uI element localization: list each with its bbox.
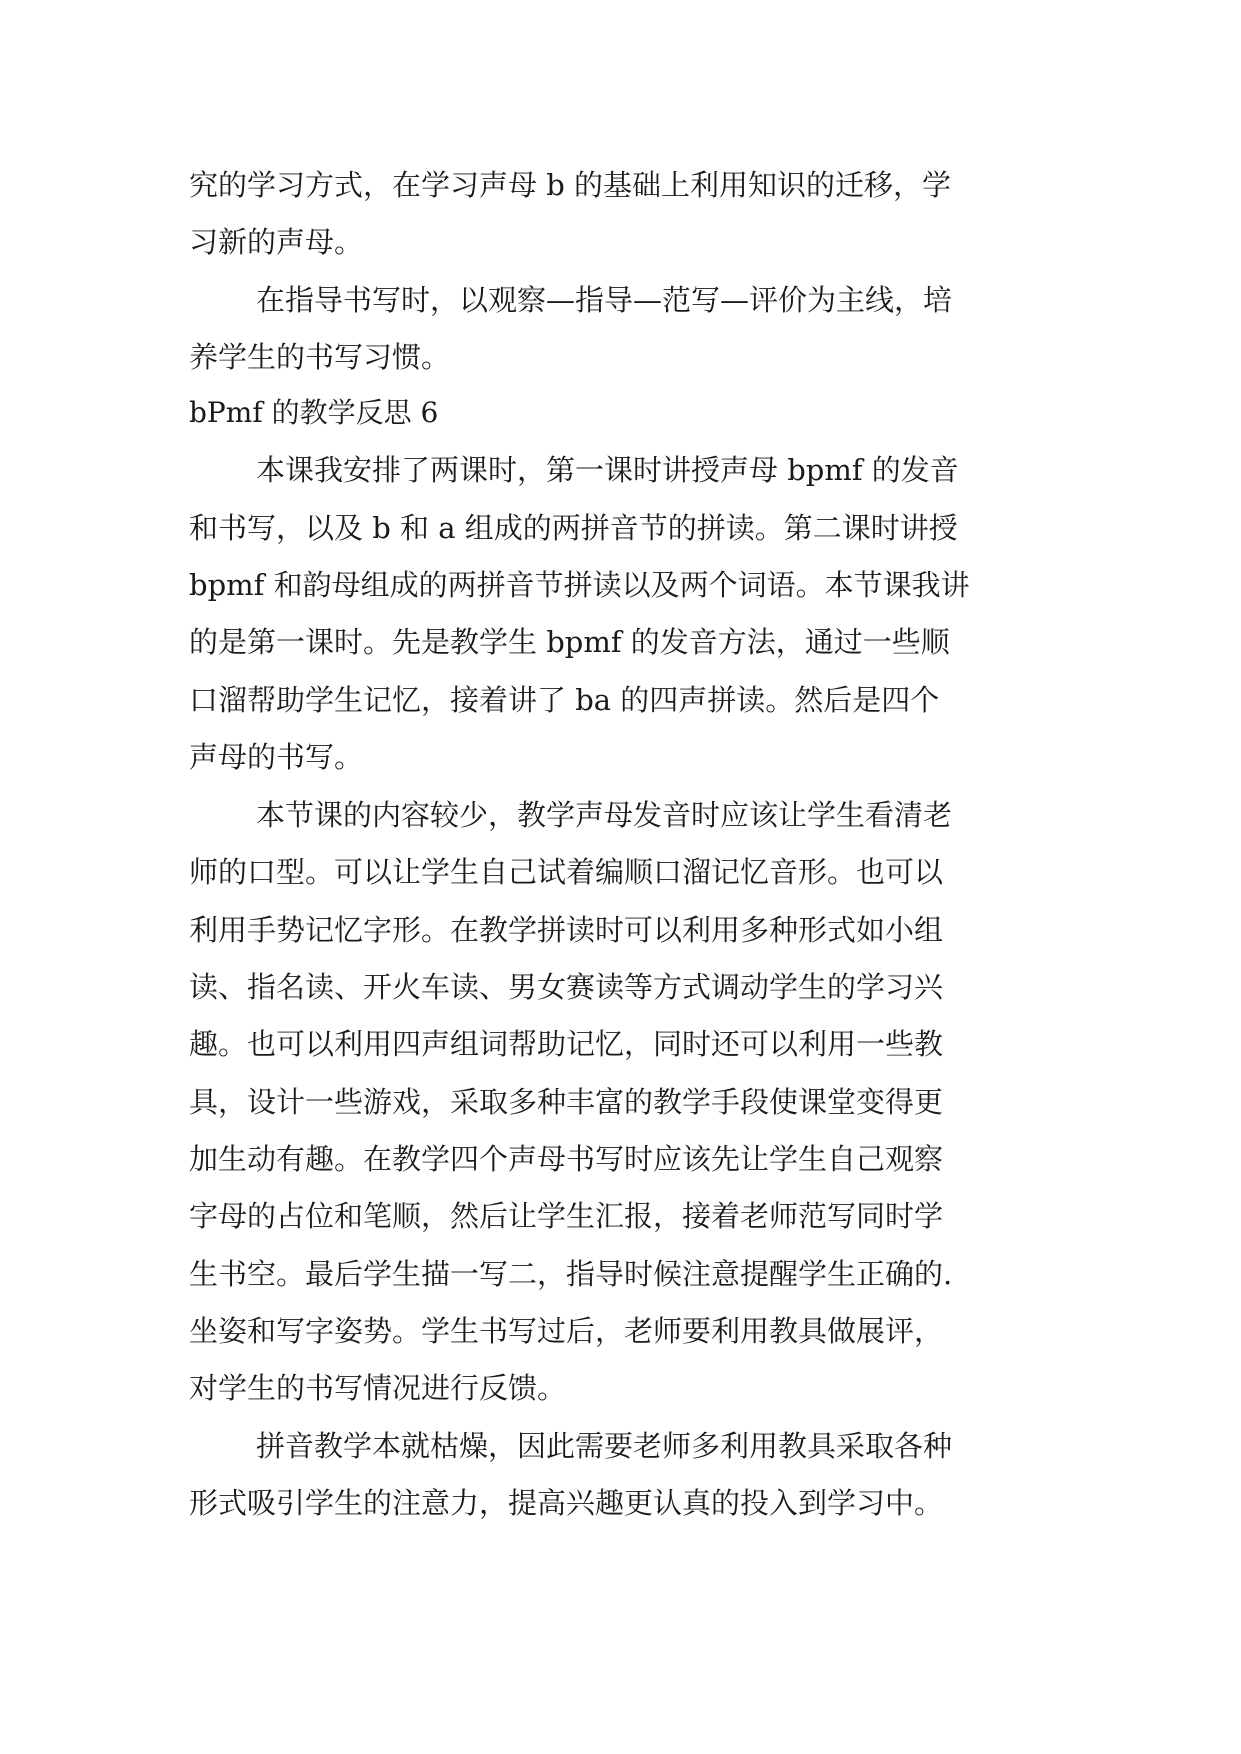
text-line: 加生动有趣。在教学四个声母书写时应该先让学生自己观察 (189, 1142, 944, 1176)
text-line: 养学生的书写习惯。 (189, 340, 451, 374)
text-line: 口溜帮助学生记忆，接着讲了 ba 的四声拼读。然后是四个 (189, 683, 940, 717)
text-line: 生书空。最后学生描一写二，指导时候注意提醒学生正确的. (189, 1257, 953, 1291)
text-line: 在指导书写时，以观察—指导—范写—评价为主线，培 (256, 283, 953, 317)
text-line: 拼音教学本就枯燥，因此需要老师多利用教具采取各种 (256, 1429, 953, 1463)
text-line: 本节课的内容较少，教学声母发音时应该让学生看清老 (256, 798, 953, 832)
text-line: 本课我安排了两课时，第一课时讲授声母 bpmf 的发音 (256, 453, 959, 487)
text-line: 声母的书写。 (189, 740, 364, 774)
text-line: 究的学习方式，在学习声母 b 的基础上利用知识的迁移，学 (189, 168, 952, 202)
text-line: 对学生的书写情况进行反馈。 (189, 1371, 567, 1405)
text-line: 的是第一课时。先是教学生 bpmf 的发音方法，通过一些顺 (189, 625, 950, 659)
text-line: 形式吸引学生的注意力，提高兴趣更认真的投入到学习中。 (189, 1486, 944, 1520)
text-line: 利用手势记忆字形。在教学拼读时可以利用多种形式如小组 (189, 913, 944, 947)
section-heading: bPmf 的教学反思 6 (189, 396, 439, 429)
text-line: 具，设计一些游戏，采取多种丰富的教学手段使课堂变得更 (189, 1085, 944, 1119)
text-line: 师的口型。可以让学生自己试着编顺口溜记忆音形。也可以 (189, 855, 944, 889)
text-line: 读、指名读、开火车读、男女赛读等方式调动学生的学习兴 (189, 970, 944, 1004)
text-line: bpmf 和韵母组成的两拼音节拼读以及两个词语。本节课我讲 (189, 568, 970, 602)
text-line: 习新的声母。 (189, 225, 364, 259)
text-line: 和书写，以及 b 和 a 组成的两拼音节的拼读。第二课时讲授 (189, 511, 958, 545)
text-line: 字母的占位和笔顺，然后让学生汇报，接着老师范写同时学 (189, 1199, 944, 1233)
text-line: 趣。也可以利用四声组词帮助记忆，同时还可以利用一些教 (189, 1027, 944, 1061)
text-line: 坐姿和写字姿势。学生书写过后，老师要利用教具做展评， (189, 1314, 944, 1348)
